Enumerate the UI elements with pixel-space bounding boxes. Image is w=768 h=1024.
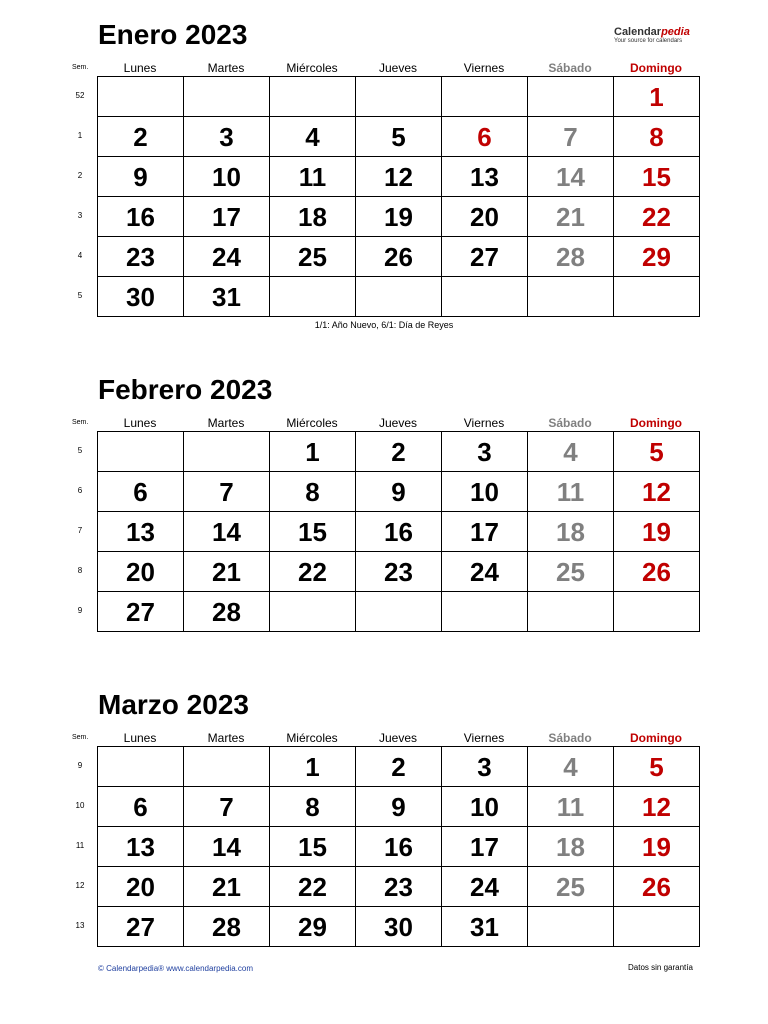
month-grid (97, 76, 700, 317)
empty-day-cell (528, 592, 614, 632)
day-cell[interactable]: 11 (528, 787, 614, 827)
day-cell[interactable]: 5 (614, 432, 700, 472)
empty-day-cell (614, 277, 700, 317)
day-cell[interactable]: 7 (184, 472, 270, 512)
day-cell[interactable]: 30 (98, 277, 184, 317)
day-cell[interactable]: 23 (356, 552, 442, 592)
week-row (98, 277, 700, 317)
month-title: Febrero 2023 (98, 374, 273, 405)
day-cell[interactable]: 27 (98, 907, 184, 947)
day-cell[interactable]: 7 (184, 787, 270, 827)
day-cell[interactable]: 20 (98, 867, 184, 907)
day-cell[interactable]: 12 (614, 472, 700, 512)
day-cell[interactable]: 12 (356, 157, 442, 197)
day-cell[interactable]: 17 (184, 197, 270, 237)
week-number: 5 (77, 291, 83, 300)
day-cell[interactable]: 21 (184, 552, 270, 592)
day-cell[interactable]: 7 (528, 117, 614, 157)
day-cell[interactable]: 29 (270, 907, 356, 947)
day-cell[interactable]: 15 (270, 827, 356, 867)
day-cell[interactable]: 8 (270, 472, 356, 512)
day-cell[interactable]: 16 (356, 827, 442, 867)
week-row (98, 907, 700, 947)
week-row (98, 512, 700, 552)
day-cell[interactable]: 2 (356, 747, 442, 787)
day-cell[interactable]: 28 (184, 592, 270, 632)
week-row (98, 787, 700, 827)
week-number: 12 (75, 881, 85, 890)
day-cell[interactable]: 13 (98, 827, 184, 867)
month-title: Enero 2023 (98, 19, 248, 50)
day-cell[interactable]: 26 (614, 867, 700, 907)
day-cell[interactable]: 6 (98, 787, 184, 827)
week-row (98, 117, 700, 157)
day-cell[interactable]: 13 (98, 512, 184, 552)
week-number: 10 (75, 801, 85, 810)
day-cell[interactable]: 27 (98, 592, 184, 632)
logo-tagline: Your source for calendars (614, 38, 683, 44)
day-cell[interactable]: 19 (614, 827, 700, 867)
day-cell[interactable]: 22 (270, 552, 356, 592)
weekday-name: Viernes (463, 731, 505, 745)
day-cell[interactable]: 28 (184, 907, 270, 947)
weekday-name: Lunes (123, 731, 157, 745)
day-cell[interactable]: 1 (614, 77, 700, 117)
weekday-name: Domingo (630, 731, 682, 745)
day-cell[interactable]: 4 (270, 117, 356, 157)
month-grid (97, 746, 700, 947)
day-cell[interactable]: 10 (184, 157, 270, 197)
month-grid (97, 431, 700, 632)
day-cell[interactable]: 13 (442, 157, 528, 197)
empty-day-cell (184, 747, 270, 787)
week-row (98, 157, 700, 197)
weekday-name: Miércoles (286, 416, 338, 430)
empty-day-cell (528, 907, 614, 947)
day-cell[interactable]: 9 (98, 157, 184, 197)
day-cell[interactable]: 23 (356, 867, 442, 907)
week-row (98, 77, 700, 117)
empty-day-cell (98, 747, 184, 787)
weekday-name: Viernes (463, 61, 505, 75)
logo-name: Calendar (614, 26, 662, 38)
day-cell[interactable]: 6 (98, 472, 184, 512)
day-cell[interactable]: 14 (184, 827, 270, 867)
empty-day-cell (356, 592, 442, 632)
weekday-name: Sábado (548, 61, 592, 75)
empty-day-cell (528, 77, 614, 117)
day-cell[interactable]: 24 (442, 867, 528, 907)
month-title: Marzo 2023 (98, 689, 249, 720)
week-number: 3 (77, 211, 83, 220)
day-cell[interactable]: 4 (528, 432, 614, 472)
weekday-header (0, 730, 768, 746)
week-row (98, 472, 700, 512)
day-cell[interactable]: 30 (356, 907, 442, 947)
day-cell[interactable]: 25 (528, 552, 614, 592)
empty-day-cell (270, 277, 356, 317)
weekday-name: Martes (207, 416, 245, 430)
week-number: 9 (77, 606, 83, 615)
empty-day-cell (614, 907, 700, 947)
empty-day-cell (442, 592, 528, 632)
day-cell[interactable]: 20 (442, 197, 528, 237)
day-cell[interactable]: 22 (614, 197, 700, 237)
week-row (98, 747, 700, 787)
week-number: 1 (77, 131, 83, 140)
week-row (98, 552, 700, 592)
day-cell[interactable]: 11 (528, 472, 614, 512)
footer-disclaimer: Datos sin garantía (628, 963, 693, 972)
day-cell[interactable]: 17 (442, 827, 528, 867)
day-cell[interactable]: 11 (270, 157, 356, 197)
weekday-name: Sábado (548, 731, 592, 745)
day-cell[interactable]: 1 (270, 432, 356, 472)
weekday-name: Miércoles (286, 731, 338, 745)
weekday-name: Jueves (378, 731, 418, 745)
empty-day-cell (356, 77, 442, 117)
day-cell[interactable]: 18 (528, 512, 614, 552)
empty-day-cell (442, 277, 528, 317)
day-cell[interactable]: 2 (356, 432, 442, 472)
day-cell[interactable]: 9 (356, 787, 442, 827)
day-cell[interactable]: 8 (270, 787, 356, 827)
day-cell[interactable]: 31 (184, 277, 270, 317)
logo-name-accent: pedia (661, 26, 690, 38)
empty-day-cell (356, 277, 442, 317)
day-cell[interactable]: 15 (614, 157, 700, 197)
week-row (98, 197, 700, 237)
day-cell[interactable]: 26 (614, 552, 700, 592)
day-cell[interactable]: 4 (528, 747, 614, 787)
empty-day-cell (528, 277, 614, 317)
week-number-label: Sem. (72, 734, 89, 741)
calendarpedia-logo[interactable] (614, 26, 690, 45)
day-cell[interactable]: 19 (356, 197, 442, 237)
day-cell[interactable]: 24 (442, 552, 528, 592)
day-cell[interactable]: 15 (270, 512, 356, 552)
weekday-name: Jueves (378, 416, 418, 430)
week-number: 4 (77, 251, 83, 260)
day-cell[interactable]: 29 (614, 237, 700, 277)
day-cell[interactable]: 5 (614, 747, 700, 787)
week-number: 6 (77, 486, 83, 495)
footer-copyright[interactable]: © Calendarpedia® www.calendarpedia.com (98, 964, 253, 973)
day-cell[interactable]: 1 (270, 747, 356, 787)
day-cell[interactable]: 21 (528, 197, 614, 237)
week-row (98, 592, 700, 632)
day-cell[interactable]: 23 (98, 237, 184, 277)
day-cell[interactable]: 21 (184, 867, 270, 907)
weekday-name: Viernes (463, 416, 505, 430)
week-number: 52 (75, 91, 85, 100)
day-cell[interactable]: 24 (184, 237, 270, 277)
day-cell[interactable]: 22 (270, 867, 356, 907)
week-number: 5 (77, 446, 83, 455)
empty-day-cell (184, 432, 270, 472)
day-cell[interactable]: 2 (98, 117, 184, 157)
empty-day-cell (614, 592, 700, 632)
weekday-name: Jueves (378, 61, 418, 75)
weekday-name: Miércoles (286, 61, 338, 75)
day-cell[interactable]: 25 (528, 867, 614, 907)
weekday-name: Domingo (630, 416, 682, 430)
empty-day-cell (270, 77, 356, 117)
week-number: 13 (75, 921, 85, 930)
week-row (98, 237, 700, 277)
weekday-name: Lunes (123, 416, 157, 430)
weekday-name: Domingo (630, 61, 682, 75)
weekday-header (0, 60, 768, 76)
week-number: 11 (75, 841, 85, 850)
day-cell[interactable]: 28 (528, 237, 614, 277)
day-cell[interactable]: 3 (442, 432, 528, 472)
day-cell[interactable]: 26 (356, 237, 442, 277)
week-row (98, 827, 700, 867)
day-cell[interactable]: 20 (98, 552, 184, 592)
week-row (98, 432, 700, 472)
weekday-name: Martes (207, 731, 245, 745)
day-cell[interactable]: 3 (442, 747, 528, 787)
empty-day-cell (98, 77, 184, 117)
day-cell[interactable]: 10 (442, 472, 528, 512)
day-cell[interactable]: 18 (270, 197, 356, 237)
day-cell[interactable]: 16 (356, 512, 442, 552)
day-cell[interactable]: 14 (184, 512, 270, 552)
day-cell[interactable]: 31 (442, 907, 528, 947)
week-number-label: Sem. (72, 419, 89, 426)
day-cell[interactable]: 6 (442, 117, 528, 157)
day-cell[interactable]: 16 (98, 197, 184, 237)
weekday-name: Martes (207, 61, 245, 75)
weekday-header (0, 415, 768, 431)
day-cell[interactable]: 5 (356, 117, 442, 157)
day-cell[interactable]: 9 (356, 472, 442, 512)
week-number: 8 (77, 566, 83, 575)
day-cell[interactable]: 10 (442, 787, 528, 827)
week-number-label: Sem. (72, 64, 89, 71)
day-cell[interactable]: 19 (614, 512, 700, 552)
week-number: 7 (77, 526, 83, 535)
week-row (98, 867, 700, 907)
weekday-name: Lunes (123, 61, 157, 75)
day-cell[interactable]: 18 (528, 827, 614, 867)
week-number: 9 (77, 761, 83, 770)
week-number: 2 (77, 171, 83, 180)
empty-day-cell (442, 77, 528, 117)
empty-day-cell (98, 432, 184, 472)
day-cell[interactable]: 8 (614, 117, 700, 157)
day-cell[interactable]: 17 (442, 512, 528, 552)
holiday-note: 1/1: Año Nuevo, 6/1: Día de Reyes (314, 320, 454, 330)
day-cell[interactable]: 25 (270, 237, 356, 277)
weekday-name: Sábado (548, 416, 592, 430)
empty-day-cell (270, 592, 356, 632)
day-cell[interactable]: 12 (614, 787, 700, 827)
day-cell[interactable]: 3 (184, 117, 270, 157)
day-cell[interactable]: 14 (528, 157, 614, 197)
day-cell[interactable]: 27 (442, 237, 528, 277)
empty-day-cell (184, 77, 270, 117)
